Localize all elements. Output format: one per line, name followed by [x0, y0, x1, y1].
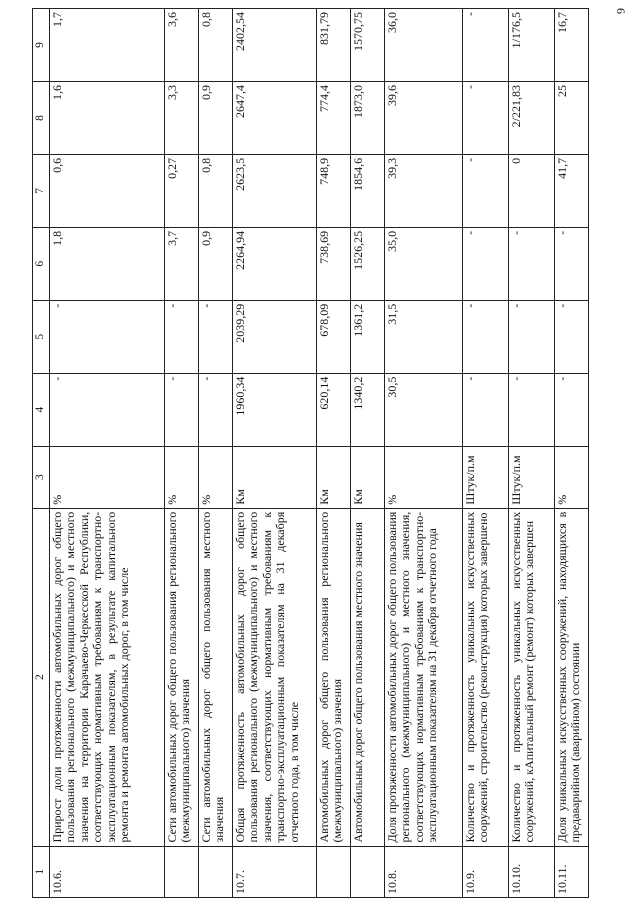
table-row [463, 9, 509, 898]
row-description: Сети автомобильных дорог общего пользования местного значения [199, 508, 233, 846]
cell-col-6: 1526,25 [351, 227, 385, 300]
cell-col-6: 3,7 [165, 227, 199, 300]
header-row [33, 9, 50, 898]
cell-col-9: 3,6 [165, 9, 199, 82]
row-id: 10.7. [233, 846, 317, 897]
cell-col-8: - [463, 82, 509, 155]
cell-col-5: 31,5 [385, 300, 463, 373]
cell-col-4: - [165, 373, 199, 446]
row-unit: % [165, 446, 199, 508]
cell-col-5: - [509, 300, 555, 373]
cell-col-4: 1340,2 [351, 373, 385, 446]
cell-col-6: 738,69 [317, 227, 351, 300]
row-unit: % [385, 446, 463, 508]
cell-col-6: 35,0 [385, 227, 463, 300]
cell-col-9: 1,7 [50, 9, 165, 82]
cell-col-7: 0,6 [50, 154, 165, 227]
row-id [199, 846, 233, 897]
row-id: 10.8. [385, 846, 463, 897]
table-row [165, 9, 199, 898]
row-description: Общая протяженность автомобильных дорог общего пользования регионального (межмуниципального) и местного значения, соответствующих нормативным требованиям к транспортно-эксплуатационным показателям на 31 декабря отчетного года, в том числе [233, 508, 317, 846]
header-col-3: 3 [33, 446, 50, 508]
header-col-8: 8 [33, 82, 50, 155]
cell-col-9: - [463, 9, 509, 82]
header-col-6: 6 [33, 227, 50, 300]
cell-col-5: - [555, 300, 589, 373]
cell-col-5: 2039,29 [233, 300, 317, 373]
cell-col-5: - [463, 300, 509, 373]
cell-col-6: 0,9 [199, 227, 233, 300]
row-description: Количество и протяженность уникальных искусственных сооружений, кАпитальный ремонт (ремонт) которых завершен [509, 508, 555, 846]
cell-col-9: 16,7 [555, 9, 589, 82]
cell-col-4: 30,5 [385, 373, 463, 446]
row-id: 10.10. [509, 846, 555, 897]
cell-col-7: 0,27 [165, 154, 199, 227]
cell-col-7: 0 [509, 154, 555, 227]
cell-col-5: 1361,2 [351, 300, 385, 373]
table-row [509, 9, 555, 898]
row-description: Количество и протяженность уникальных искусственных сооружений, строительство (реконструкция) которых завершено [463, 508, 509, 846]
row-unit: % [199, 446, 233, 508]
cell-col-7: - [463, 154, 509, 227]
cell-col-8: 39,6 [385, 82, 463, 155]
cell-col-8: 1873,0 [351, 82, 385, 155]
table-row [50, 9, 165, 898]
cell-col-5: - [199, 300, 233, 373]
cell-col-8: 3,3 [165, 82, 199, 155]
cell-col-5: - [165, 300, 199, 373]
row-id [351, 846, 385, 897]
cell-col-4: - [555, 373, 589, 446]
row-unit: Км [233, 446, 317, 508]
cell-col-6: 1,8 [50, 227, 165, 300]
row-description: Автомобильных дорог общего пользования местного значения [351, 508, 385, 846]
cell-col-7: 748,9 [317, 154, 351, 227]
row-unit: Штук/п.м [509, 446, 555, 508]
cell-col-7: 41,7 [555, 154, 589, 227]
header-col-7: 7 [33, 154, 50, 227]
cell-col-4: - [509, 373, 555, 446]
cell-col-9: 0,8 [199, 9, 233, 82]
row-description: Сети автомобильных дорог общего пользования регионального (межмуниципального) значения [165, 508, 199, 846]
row-unit: Км [317, 446, 351, 508]
cell-col-8: 2647,4 [233, 82, 317, 155]
cell-col-9: 1570,75 [351, 9, 385, 82]
row-id: 10.9. [463, 846, 509, 897]
row-id [317, 846, 351, 897]
row-id: 10.11. [555, 846, 589, 897]
table-row [385, 9, 463, 898]
cell-col-7: 39,3 [385, 154, 463, 227]
cell-col-7: 1854,6 [351, 154, 385, 227]
cell-col-8: 774,4 [317, 82, 351, 155]
table-row [199, 9, 233, 898]
row-unit: % [555, 446, 589, 508]
row-id [165, 846, 199, 897]
header-col-9: 9 [33, 9, 50, 82]
header-col-1: 1 [33, 846, 50, 897]
cell-col-4: 620,14 [317, 373, 351, 446]
page-number: 6 [614, 8, 628, 14]
table-row [351, 9, 385, 898]
cell-col-8: 2/221,83 [509, 82, 555, 155]
cell-col-6: - [555, 227, 589, 300]
row-unit: % [50, 446, 165, 508]
row-description: Доля уникальных искусственных сооружений, находящихся в предаварийном (аварийном) состоянии [555, 508, 589, 846]
indicators-table [32, 8, 589, 898]
row-description: Прирост доли протяженности автомобильных дорог общего пользования регионального (межмуниципального) и местного значения на территории Карачаево-Черкесской Республики, соответствующих нормативным требованиям к транспортно-эксплуатационным показателям, в результате капитального ремонта и ремонта автомобильных дорог, в том числе [50, 508, 165, 846]
cell-col-9: 2402,54 [233, 9, 317, 82]
cell-col-4: - [199, 373, 233, 446]
row-description: Автомобильных дорог общего пользования регионального (межмуниципального) значения [317, 508, 351, 846]
cell-col-7: 2623,5 [233, 154, 317, 227]
cell-col-9: 831,79 [317, 9, 351, 82]
row-unit: Штук/п.м [463, 446, 509, 508]
cell-col-6: 2264,94 [233, 227, 317, 300]
table-row [317, 9, 351, 898]
cell-col-8: 1,6 [50, 82, 165, 155]
cell-col-6: - [509, 227, 555, 300]
cell-col-4: 1960,34 [233, 373, 317, 446]
header-col-4: 4 [33, 373, 50, 446]
cell-col-4: - [463, 373, 509, 446]
row-description: Доля протяженности автомобильных дорог общего пользования регионального (межмуниципального) и местного значения, соответствующих нормативным требованиям к транспортно-эксплуатационным показателям на 31 декабря отчетного года [385, 508, 463, 846]
cell-col-8: 0,9 [199, 82, 233, 155]
cell-col-4: - [50, 373, 165, 446]
cell-col-6: - [463, 227, 509, 300]
header-col-2: 2 [33, 508, 50, 846]
row-id: 10.6. [50, 846, 165, 897]
cell-col-9: 1/176,5 [509, 9, 555, 82]
cell-col-8: 25 [555, 82, 589, 155]
cell-col-5: 678,09 [317, 300, 351, 373]
row-unit: Км [351, 446, 385, 508]
table-row [555, 9, 589, 898]
cell-col-7: 0,8 [199, 154, 233, 227]
header-col-5: 5 [33, 300, 50, 373]
table-row [233, 9, 317, 898]
cell-col-5: - [50, 300, 165, 373]
cell-col-9: 36,0 [385, 9, 463, 82]
